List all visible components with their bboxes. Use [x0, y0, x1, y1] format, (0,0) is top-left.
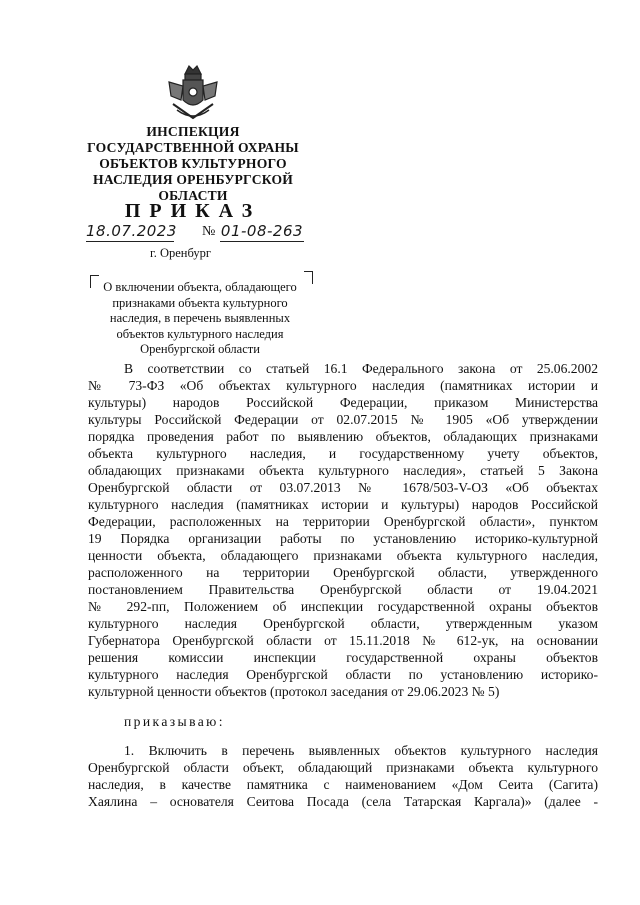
org-line: ИНСПЕКЦИЯ	[146, 124, 240, 139]
text-line: постановлением Правительства Оренбургской области от 19.04.2021	[88, 582, 598, 597]
text-line: культурного наследия Оренбургской области по установлению историко-	[88, 667, 598, 682]
text-line: наследия, в качестве памятника с наименованием «Дом Сеита (Сагита)	[88, 777, 598, 792]
subject-line: признаками объекта культурного	[112, 295, 288, 310]
preamble-paragraph	[88, 360, 598, 700]
subject-line: О включении объекта, обладающего	[103, 280, 297, 294]
text-line: Хаялина – основателя Сеитова Посада (села Татарская Каргала)» (далее -	[88, 794, 598, 809]
issuing-organization	[70, 124, 316, 204]
text-line: культурной ценности объектов (протокол заседания от 29.06.2023 № 5)	[88, 684, 500, 699]
text-line: № 73-ФЗ «Об объектах культурного наследия (памятниках истории и	[88, 378, 598, 393]
subject-bracket-right	[304, 271, 313, 284]
text-line: 19 Порядка организации работы по установлению историко-культурной	[88, 531, 598, 546]
item-1-paragraph	[88, 742, 598, 810]
order-word: приказываю:	[124, 714, 225, 729]
text-line: культурного наследия (памятниках истории и культуры) народов Российской	[88, 497, 598, 512]
handwritten-number: 01-08-263	[220, 222, 304, 240]
text-line: объекта культурного наследия, и государственному учету объектов,	[88, 446, 598, 461]
subject-line: наследия, в перечень выявленных	[109, 311, 291, 325]
subject-block	[96, 280, 304, 358]
text-line: Оренбургской области от 03.07.2013 № 1678/503-V-ОЗ «Об объектах	[88, 480, 598, 495]
text-line: культурного наследия Оренбургской области, утвержденным указом	[88, 616, 598, 631]
subject-line: Оренбургской области	[140, 342, 260, 356]
document-title: ПРИКАЗ	[124, 200, 262, 222]
coat-of-arms-icon	[163, 60, 223, 124]
text-line: 1. Включить в перечень выявленных объектов культурного наследия	[124, 743, 598, 758]
org-line: ОБЪЕКТОВ КУЛЬТУРНОГО	[99, 156, 287, 171]
subject-line: объектов культурного наследия	[116, 326, 284, 341]
text-line: ценности объекта, обладающего признаками объекта культурного наследия,	[88, 548, 598, 563]
text-line: Оренбургской области объект, обладающий признаками объекта культурного	[88, 760, 598, 775]
handwritten-date: 18.07.2023	[86, 222, 177, 240]
number-sign: №	[202, 224, 216, 239]
org-line: ГОСУДАРСТВЕННОЙ ОХРАНЫ	[87, 140, 299, 155]
text-line: культуры Российской Федерации от 02.07.2015 № 1905 «Об утверждении	[88, 412, 598, 427]
date-number-line	[86, 222, 326, 246]
text-line: Губернатора Оренбургской области от 15.11.2018 № 612-ук, на основании	[88, 633, 598, 648]
text-line: решения комиссии инспекции государственной охраны объектов	[88, 650, 598, 665]
org-line: ОБЛАСТИ	[158, 188, 228, 203]
text-line: культуры) народов Российской Федерации, приказом Министерства	[88, 395, 598, 410]
text-line: В соответствии со статьей 16.1 Федерального закона от 25.06.2002	[124, 361, 598, 376]
text-line: расположенного на территории Оренбургской области, утвержденного	[88, 565, 598, 580]
org-line: НАСЛЕДИЯ ОРЕНБУРГСКОЙ	[93, 172, 293, 187]
text-line: обладающих признаками объекта культурного наследия», статьей 5 Закона	[88, 463, 598, 478]
city-label: г. Оренбург	[150, 246, 211, 260]
text-line: Федерации, расположенных на территории Оренбургской области», пунктом	[88, 514, 598, 529]
text-line: № 292-пп, Положением об инспекции государственной охраны объектов	[88, 599, 598, 614]
text-line: порядка проведения работ по выявлению объектов, обладающих признаками	[88, 429, 598, 444]
